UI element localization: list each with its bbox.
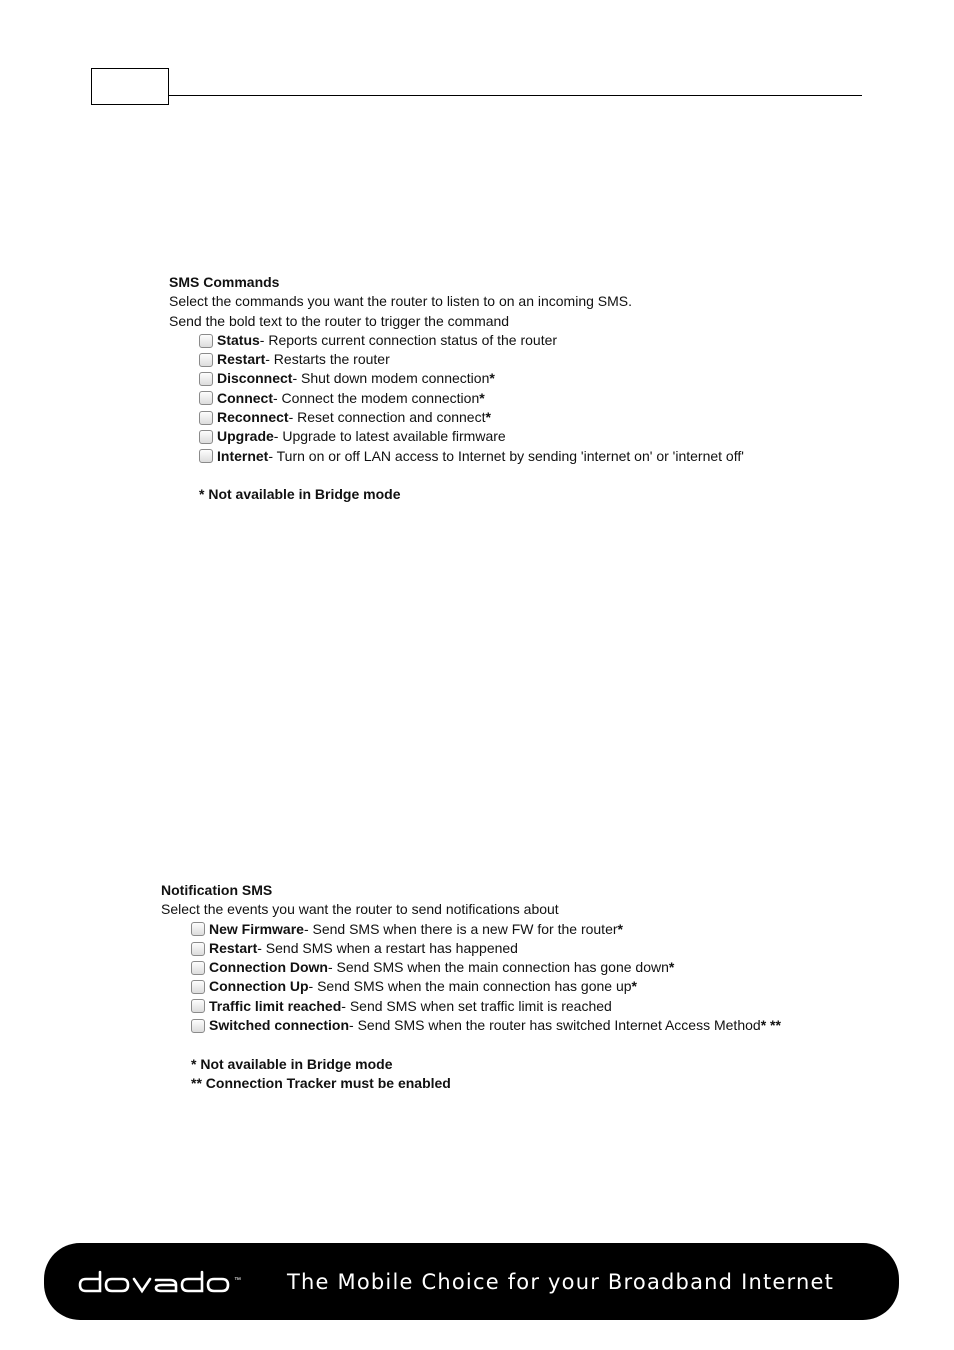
command-mark: * xyxy=(479,389,485,406)
page-number-box xyxy=(91,68,169,105)
notification-sms-intro: Select the events you want the router to send notifications about xyxy=(161,901,559,918)
internet-checkbox[interactable] xyxy=(199,449,213,463)
notification-name: Connection Down xyxy=(209,959,328,976)
restart-notification-checkbox[interactable] xyxy=(191,942,205,956)
command-name: Disconnect xyxy=(217,370,293,387)
command-name: Reconnect xyxy=(217,409,289,426)
traffic-limit-checkbox[interactable] xyxy=(191,999,205,1013)
sms-command-internet[interactable] xyxy=(169,447,744,466)
notification-sms-title: Notification SMS xyxy=(161,882,273,898)
command-name: Status xyxy=(217,331,260,348)
notification-new-firmware[interactable] xyxy=(161,920,781,939)
sms-command-restart[interactable] xyxy=(169,350,744,369)
notification-traffic-limit[interactable] xyxy=(161,997,781,1016)
command-desc: - Restarts the router xyxy=(265,351,390,368)
command-mark: * xyxy=(485,409,491,426)
notification-desc: - Send SMS when the router has switched Internet Access Method xyxy=(349,1017,761,1034)
dovado-logo xyxy=(78,1267,241,1297)
notification-connection-down[interactable] xyxy=(161,958,781,977)
footer-tagline: The Mobile Choice for your Broadband Internet xyxy=(287,1269,835,1294)
reconnect-checkbox[interactable] xyxy=(199,411,213,425)
command-name: Internet xyxy=(217,447,269,464)
footer-banner xyxy=(44,1243,899,1320)
notification-mark: * xyxy=(617,920,623,937)
notification-name: Connection Up xyxy=(209,978,309,995)
spacer xyxy=(161,1035,781,1054)
trademark-mark: ™ xyxy=(234,1276,241,1284)
sms-commands-intro-2: Send the bold text to the router to trigger the command xyxy=(169,312,510,329)
spacer xyxy=(169,466,744,485)
notification-mark: * xyxy=(668,959,675,976)
sms-commands-footnote: * Not available in Bridge mode xyxy=(199,486,401,503)
command-mark: * xyxy=(489,370,495,387)
sms-command-status[interactable] xyxy=(169,331,744,350)
command-name: Upgrade xyxy=(217,428,274,445)
notification-desc: - Send SMS when there is a new FW for the router xyxy=(303,920,618,937)
header-rule xyxy=(169,95,862,96)
sms-command-disconnect[interactable] xyxy=(169,369,744,388)
connection-up-checkbox[interactable] xyxy=(191,980,205,994)
sms-commands-section xyxy=(169,273,744,505)
notification-name: Traffic limit reached xyxy=(209,997,342,1014)
command-name: Connect xyxy=(217,389,273,406)
notification-desc: - Send SMS when a restart has happened xyxy=(257,939,518,956)
notification-mark: * xyxy=(631,978,637,995)
connect-checkbox[interactable] xyxy=(199,391,213,405)
new-firmware-checkbox[interactable] xyxy=(191,922,205,936)
notification-footnote-2: ** Connection Tracker must be enabled xyxy=(191,1074,451,1091)
notification-switched-connection[interactable] xyxy=(161,1016,781,1035)
command-desc: - Connect the modem connection xyxy=(273,389,480,406)
command-desc: - Upgrade to latest available firmware xyxy=(273,428,506,445)
notification-footnote-1: * Not available in Bridge mode xyxy=(191,1055,393,1072)
notification-connection-up[interactable] xyxy=(161,977,781,996)
notification-mark: * ** xyxy=(760,1017,781,1034)
sms-command-connect[interactable] xyxy=(169,389,744,408)
command-desc: - Shut down modem connection xyxy=(292,370,490,387)
sms-commands-intro-1: Select the commands you want the router to listen to on an incoming SMS. xyxy=(169,293,633,310)
restart-checkbox[interactable] xyxy=(199,353,213,367)
sms-command-reconnect[interactable] xyxy=(169,408,744,427)
notification-name: New Firmware xyxy=(209,920,304,937)
dovado-logo-icon xyxy=(78,1267,234,1297)
notification-name: Switched connection xyxy=(209,1017,350,1034)
command-name: Restart xyxy=(217,351,266,368)
connection-down-checkbox[interactable] xyxy=(191,961,205,975)
notification-sms-section xyxy=(161,881,781,1093)
command-desc: - Reset connection and connect xyxy=(288,409,486,426)
notification-restart[interactable] xyxy=(161,939,781,958)
sms-commands-title: SMS Commands xyxy=(169,274,280,290)
command-desc: - Reports current connection status of the router xyxy=(259,331,558,348)
notification-desc: - Send SMS when the main connection has gone up xyxy=(308,978,632,995)
upgrade-checkbox[interactable] xyxy=(199,430,213,444)
command-desc: - Turn on or off LAN access to Internet by sending 'internet on' or 'internet off' xyxy=(268,447,744,464)
notification-desc: - Send SMS when set traffic limit is reached xyxy=(341,997,612,1014)
switched-connection-checkbox[interactable] xyxy=(191,1019,205,1033)
status-checkbox[interactable] xyxy=(199,334,213,348)
sms-command-upgrade[interactable] xyxy=(169,427,744,446)
notification-desc: - Send SMS when the main connection has gone down xyxy=(328,959,669,976)
disconnect-checkbox[interactable] xyxy=(199,372,213,386)
notification-name: Restart xyxy=(209,939,258,956)
